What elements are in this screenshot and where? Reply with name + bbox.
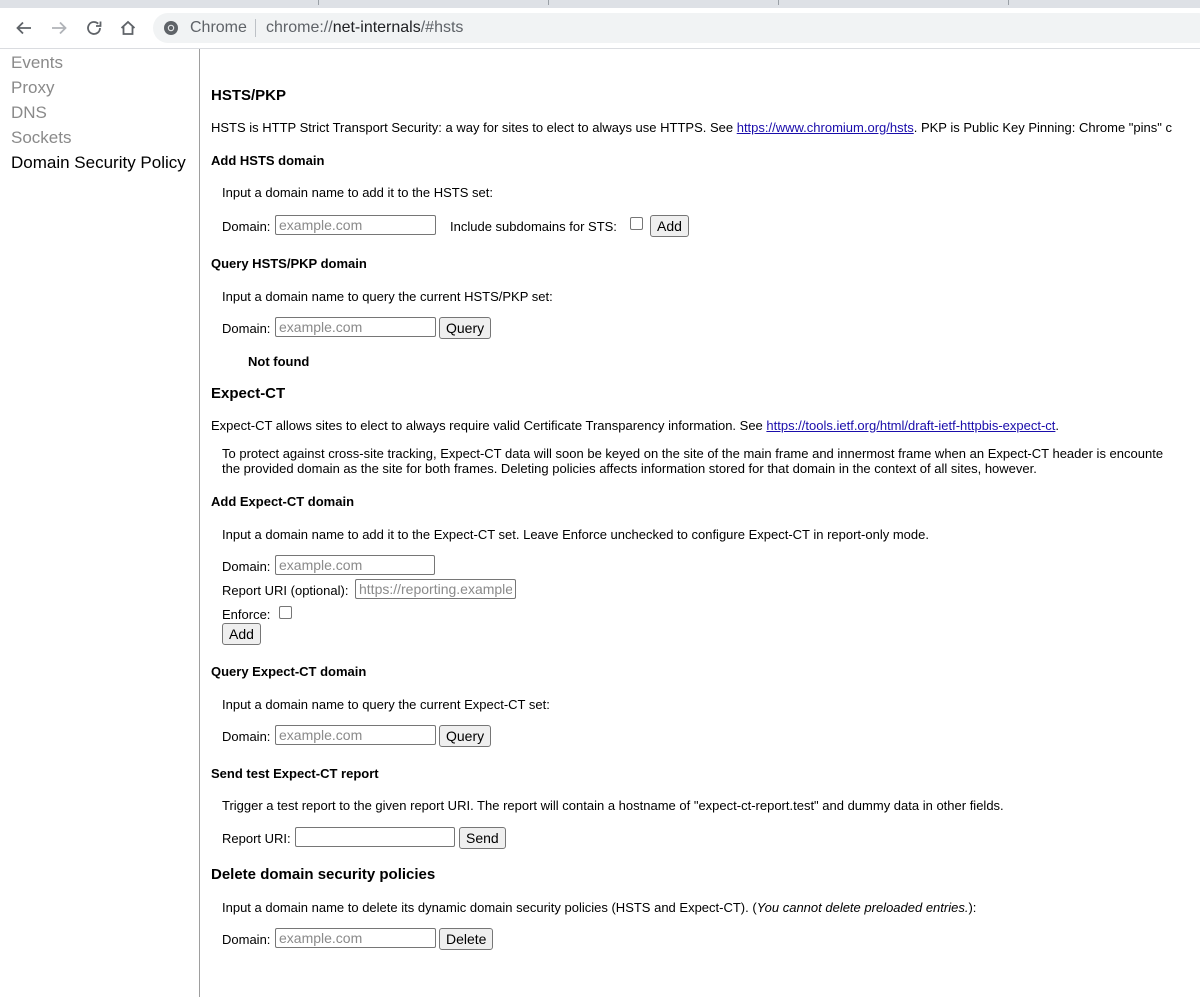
expect-ct-desc-post: . bbox=[1055, 418, 1060, 433]
query-expect-ct-domain-input[interactable] bbox=[275, 725, 436, 745]
sidebar-item-dns[interactable]: DNS bbox=[11, 103, 47, 122]
url-path: /#hsts bbox=[420, 19, 464, 36]
add-hsts-domain-input[interactable] bbox=[275, 215, 436, 235]
back-arrow-icon[interactable] bbox=[12, 16, 36, 40]
query-hsts-domain-label: Domain: bbox=[222, 321, 271, 336]
query-expect-ct-instructions: Input a domain name to query the current Expect-CT set: bbox=[222, 697, 550, 712]
hsts-description bbox=[211, 120, 1172, 135]
site-chip-label: Chrome bbox=[190, 19, 247, 36]
add-hsts-title: Add HSTS domain bbox=[211, 153, 325, 168]
forward-arrow-icon[interactable] bbox=[47, 16, 71, 40]
hsts-link[interactable]: https://www.chromium.org/hsts bbox=[736, 120, 914, 135]
delete-domain-input[interactable] bbox=[275, 928, 436, 948]
sidebar-item-events[interactable]: Events bbox=[11, 53, 63, 72]
include-subdomains-label: Include subdomains for STS: bbox=[450, 219, 617, 234]
reload-icon[interactable] bbox=[82, 16, 106, 40]
sidebar-item-domain-security-policy[interactable]: Domain Security Policy bbox=[11, 153, 186, 172]
expect-ct-link[interactable]: https://tools.ietf.org/html/draft-ietf-httpbis-expect-ct bbox=[766, 418, 1056, 433]
add-hsts-domain-label: Domain: bbox=[222, 219, 271, 234]
tab-strip bbox=[0, 0, 1200, 8]
query-hsts-title: Query HSTS/PKP domain bbox=[211, 256, 367, 271]
tab-separator bbox=[1008, 0, 1009, 5]
query-hsts-button[interactable]: Query bbox=[439, 317, 491, 339]
query-expect-ct-domain-label: Domain: bbox=[222, 729, 271, 744]
query-hsts-domain-input[interactable] bbox=[275, 317, 436, 337]
delete-button[interactable]: Delete bbox=[439, 928, 493, 950]
test-report-uri-input[interactable] bbox=[295, 827, 455, 847]
include-subdomains-checkbox[interactable] bbox=[630, 217, 643, 230]
add-expect-ct-instructions: Input a domain name to add it to the Expect-CT set. Leave Enforce unchecked to configure Expect-CT in report-only mode. bbox=[222, 527, 929, 542]
send-test-report-instructions: Trigger a test report to the given report URI. The report will contain a hostname of "expect-ct-report.test" and dummy data in other fields. bbox=[222, 798, 1004, 813]
add-hsts-instructions: Input a domain name to add it to the HSTS set: bbox=[222, 185, 493, 200]
sidebar-item-proxy[interactable]: Proxy bbox=[11, 78, 55, 97]
report-uri-optional-input[interactable] bbox=[355, 579, 516, 599]
url-scheme: chrome:// bbox=[266, 19, 333, 36]
expect-ct-desc-pre: Expect-CT allows sites to elect to always require valid Certificate Transparency information. See bbox=[211, 418, 767, 433]
url-host: net-internals bbox=[332, 19, 421, 36]
add-expect-ct-domain-label: Domain: bbox=[222, 559, 271, 574]
main-content bbox=[211, 49, 1200, 997]
delete-instr-post: ): bbox=[968, 900, 977, 915]
hsts-desc-post: . PKP is Public Key Pinning: Chrome "pins" c bbox=[913, 120, 1172, 135]
delete-policies-title: Delete domain security policies bbox=[211, 866, 436, 883]
add-expect-ct-domain-input[interactable] bbox=[275, 555, 435, 575]
send-test-report-title: Send test Expect-CT report bbox=[211, 766, 379, 781]
expect-ct-note-line2: the provided domain as the site for both frames. Deleting policies affects information stored for that domain in the context of all sites, however. bbox=[222, 461, 1037, 476]
test-report-uri-label: Report URI: bbox=[222, 831, 291, 846]
query-hsts-instructions: Input a domain name to query the current HSTS/PKP set: bbox=[222, 289, 553, 304]
expect-ct-title: Expect-CT bbox=[211, 385, 286, 402]
hsts-desc-pre: HSTS is HTTP Strict Transport Security: a way for sites to elect to always use HTTPS. See bbox=[211, 120, 737, 135]
add-hsts-button[interactable]: Add bbox=[650, 215, 689, 237]
expect-ct-description bbox=[211, 418, 1059, 433]
query-expect-ct-title: Query Expect-CT domain bbox=[211, 664, 367, 679]
query-expect-ct-button[interactable]: Query bbox=[439, 725, 491, 747]
url-text[interactable] bbox=[266, 19, 463, 37]
address-bar[interactable] bbox=[153, 13, 1200, 43]
chrome-logo-icon bbox=[163, 20, 179, 36]
query-hsts-result: Not found bbox=[248, 354, 310, 369]
browser-toolbar bbox=[0, 8, 1200, 49]
delete-instr-emphasis: You cannot delete preloaded entries. bbox=[756, 900, 969, 915]
sidebar bbox=[0, 49, 200, 997]
add-expect-ct-title: Add Expect-CT domain bbox=[211, 494, 355, 509]
report-uri-optional-label: Report URI (optional): bbox=[222, 583, 349, 598]
delete-policies-instructions bbox=[222, 900, 976, 915]
send-test-report-button[interactable]: Send bbox=[459, 827, 506, 849]
delete-instr-pre: Input a domain name to delete its dynamic domain security policies (HSTS and Expect-CT). ( bbox=[222, 900, 757, 915]
hsts-title: HSTS/PKP bbox=[211, 87, 287, 104]
enforce-label: Enforce: bbox=[222, 607, 271, 622]
expect-ct-note-line1: To protect against cross-site tracking, Expect-CT data will soon be keyed on the site of the main frame and innermost frame when an Expect-CT header is encounte bbox=[222, 446, 1164, 461]
delete-domain-label: Domain: bbox=[222, 932, 271, 947]
home-icon[interactable] bbox=[116, 16, 140, 40]
address-bar-divider bbox=[255, 19, 256, 37]
enforce-checkbox[interactable] bbox=[279, 606, 292, 619]
tab-separator bbox=[778, 0, 779, 5]
sidebar-item-sockets[interactable]: Sockets bbox=[11, 128, 72, 147]
tab-separator bbox=[548, 0, 549, 5]
tab-separator bbox=[318, 0, 319, 5]
add-expect-ct-button[interactable]: Add bbox=[222, 623, 261, 645]
